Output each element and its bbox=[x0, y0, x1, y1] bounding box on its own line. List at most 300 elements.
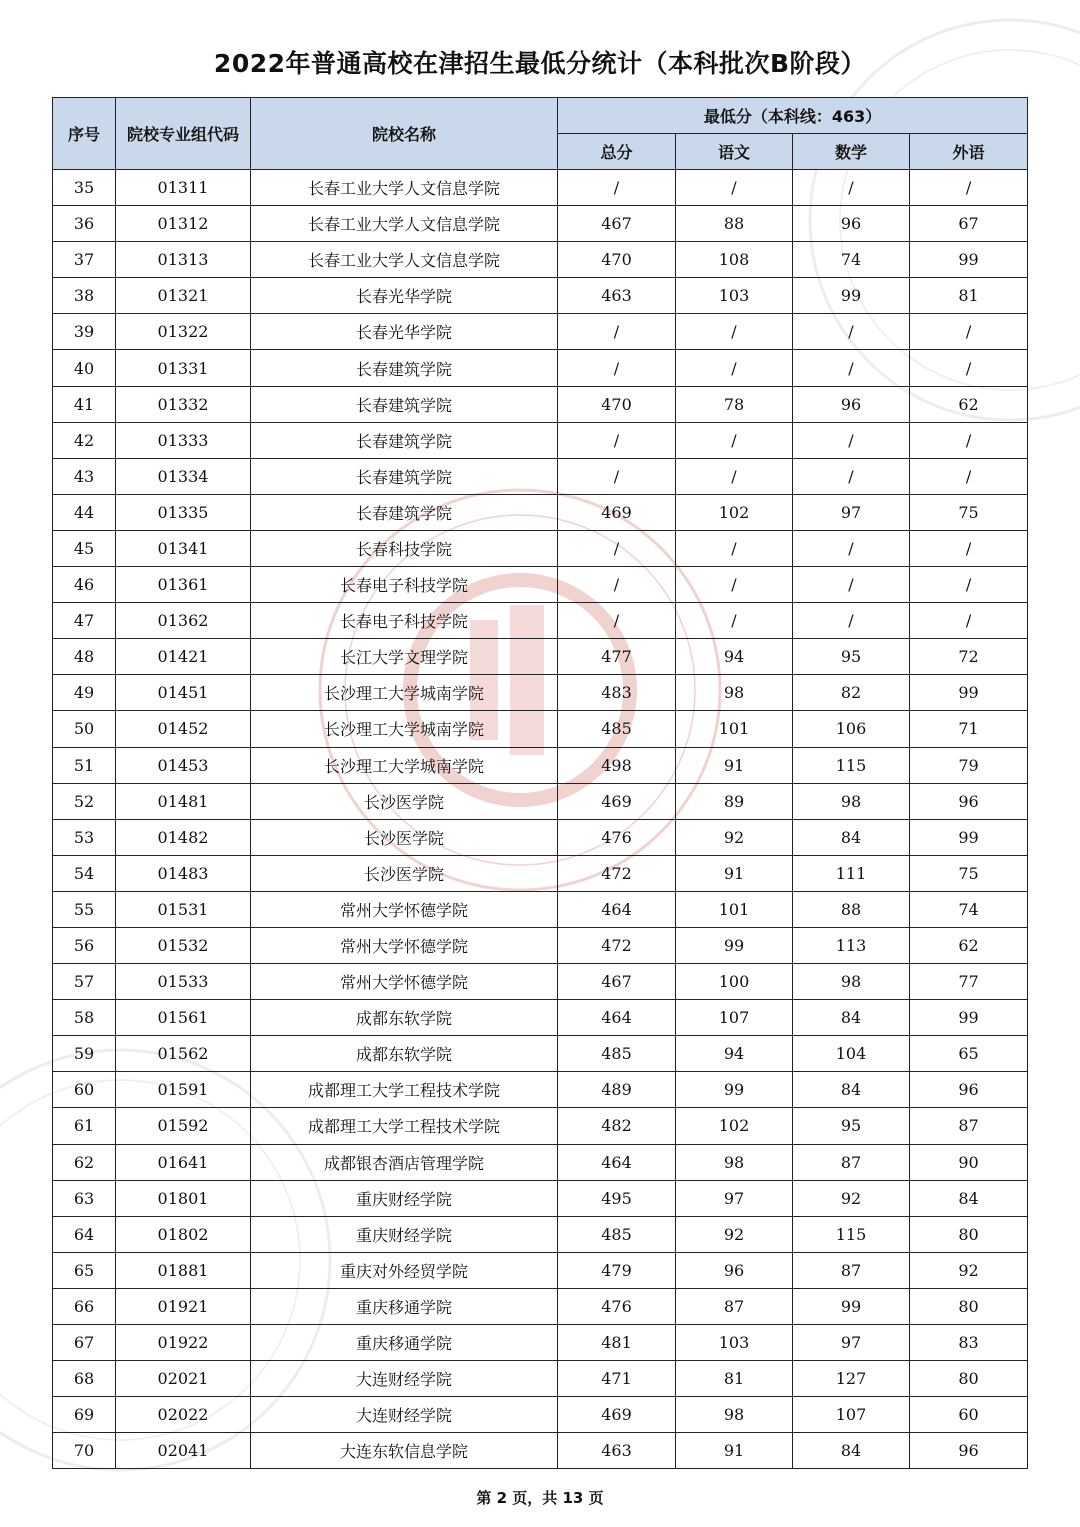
cell-school-name: 长春光华学院 bbox=[251, 278, 558, 314]
cell-code: 01335 bbox=[116, 494, 251, 530]
cell-total: 472 bbox=[558, 927, 676, 963]
cell-total: 464 bbox=[558, 891, 676, 927]
cell-math: 99 bbox=[793, 1288, 910, 1324]
cell-seq: 69 bbox=[53, 1397, 116, 1433]
cell-chinese: 96 bbox=[676, 1252, 793, 1288]
cell-seq: 64 bbox=[53, 1216, 116, 1252]
cell-school-name: 长沙医学院 bbox=[251, 819, 558, 855]
table-row bbox=[53, 350, 1028, 386]
page-title: 2022年普通高校在津招生最低分统计（本科批次B阶段） bbox=[213, 49, 867, 78]
cell-chinese: 100 bbox=[676, 964, 793, 1000]
cell-math: / bbox=[793, 314, 910, 350]
cell-total: 467 bbox=[558, 964, 676, 1000]
header-total: 总分 bbox=[558, 134, 676, 170]
cell-total: 476 bbox=[558, 1288, 676, 1324]
cell-code: 01802 bbox=[116, 1216, 251, 1252]
cell-school-name: 长春建筑学院 bbox=[251, 494, 558, 530]
cell-chinese: 78 bbox=[676, 386, 793, 422]
cell-foreign: 62 bbox=[910, 386, 1028, 422]
cell-code: 01313 bbox=[116, 242, 251, 278]
cell-school-name: 长春电子科技学院 bbox=[251, 603, 558, 639]
cell-school-name: 长春工业大学人文信息学院 bbox=[251, 170, 558, 206]
cell-code: 01451 bbox=[116, 675, 251, 711]
cell-school-name: 长春建筑学院 bbox=[251, 350, 558, 386]
cell-foreign: 79 bbox=[910, 747, 1028, 783]
cell-math: 84 bbox=[793, 1072, 910, 1108]
cell-seq: 50 bbox=[53, 711, 116, 747]
cell-math: 96 bbox=[793, 386, 910, 422]
cell-seq: 42 bbox=[53, 422, 116, 458]
cell-total: 482 bbox=[558, 1108, 676, 1144]
cell-math: 82 bbox=[793, 675, 910, 711]
cell-chinese: 102 bbox=[676, 494, 793, 530]
table-row bbox=[53, 567, 1028, 603]
cell-math: / bbox=[793, 603, 910, 639]
cell-school-name: 长江大学文理学院 bbox=[251, 639, 558, 675]
cell-code: 01592 bbox=[116, 1108, 251, 1144]
table-row bbox=[53, 1108, 1028, 1144]
cell-code: 01562 bbox=[116, 1036, 251, 1072]
cell-school-name: 成都东软学院 bbox=[251, 1036, 558, 1072]
cell-school-name: 长春电子科技学院 bbox=[251, 567, 558, 603]
cell-foreign: 99 bbox=[910, 242, 1028, 278]
page-footer: 第 2 页，共 13 页 bbox=[476, 1489, 604, 1507]
table-row bbox=[53, 206, 1028, 242]
header-min-score: 最低分（本科线：463） bbox=[558, 98, 1028, 134]
cell-code: 01561 bbox=[116, 1000, 251, 1036]
cell-seq: 59 bbox=[53, 1036, 116, 1072]
cell-chinese: 92 bbox=[676, 819, 793, 855]
cell-foreign: / bbox=[910, 530, 1028, 566]
cell-chinese: 91 bbox=[676, 855, 793, 891]
cell-chinese: 97 bbox=[676, 1180, 793, 1216]
cell-math: 87 bbox=[793, 1144, 910, 1180]
cell-code: 02021 bbox=[116, 1361, 251, 1397]
cell-seq: 70 bbox=[53, 1433, 116, 1469]
cell-total: 467 bbox=[558, 206, 676, 242]
cell-chinese: 91 bbox=[676, 747, 793, 783]
cell-code: 01322 bbox=[116, 314, 251, 350]
table-row bbox=[53, 1216, 1028, 1252]
cell-math: 95 bbox=[793, 639, 910, 675]
table-row bbox=[53, 819, 1028, 855]
cell-code: 01311 bbox=[116, 170, 251, 206]
cell-seq: 61 bbox=[53, 1108, 116, 1144]
cell-seq: 63 bbox=[53, 1180, 116, 1216]
table-row bbox=[53, 1036, 1028, 1072]
cell-total: / bbox=[558, 422, 676, 458]
cell-seq: 36 bbox=[53, 206, 116, 242]
cell-code: 01362 bbox=[116, 603, 251, 639]
cell-school-name: 长沙理工大学城南学院 bbox=[251, 675, 558, 711]
cell-code: 01312 bbox=[116, 206, 251, 242]
cell-code: 01331 bbox=[116, 350, 251, 386]
cell-school-name: 成都理工大学工程技术学院 bbox=[251, 1072, 558, 1108]
cell-math: / bbox=[793, 567, 910, 603]
cell-foreign: 84 bbox=[910, 1180, 1028, 1216]
cell-math: 111 bbox=[793, 855, 910, 891]
cell-chinese: 107 bbox=[676, 1000, 793, 1036]
cell-school-name: 常州大学怀德学院 bbox=[251, 964, 558, 1000]
cell-total: / bbox=[558, 170, 676, 206]
cell-school-name: 重庆财经学院 bbox=[251, 1216, 558, 1252]
cell-math: 96 bbox=[793, 206, 910, 242]
cell-foreign: 96 bbox=[910, 783, 1028, 819]
cell-foreign: / bbox=[910, 603, 1028, 639]
cell-school-name: 长春光华学院 bbox=[251, 314, 558, 350]
cell-seq: 52 bbox=[53, 783, 116, 819]
cell-code: 01341 bbox=[116, 530, 251, 566]
cell-seq: 39 bbox=[53, 314, 116, 350]
cell-school-name: 长春建筑学院 bbox=[251, 422, 558, 458]
cell-foreign: 96 bbox=[910, 1072, 1028, 1108]
cell-total: 469 bbox=[558, 783, 676, 819]
table-row bbox=[53, 603, 1028, 639]
cell-school-name: 常州大学怀德学院 bbox=[251, 891, 558, 927]
cell-foreign: 92 bbox=[910, 1252, 1028, 1288]
cell-math: 99 bbox=[793, 278, 910, 314]
cell-total: 485 bbox=[558, 1036, 676, 1072]
cell-code: 01801 bbox=[116, 1180, 251, 1216]
cell-math: / bbox=[793, 170, 910, 206]
cell-school-name: 重庆对外经贸学院 bbox=[251, 1252, 558, 1288]
cell-school-name: 大连财经学院 bbox=[251, 1397, 558, 1433]
cell-code: 01641 bbox=[116, 1144, 251, 1180]
cell-total: 485 bbox=[558, 711, 676, 747]
cell-total: 464 bbox=[558, 1000, 676, 1036]
header-foreign: 外语 bbox=[910, 134, 1028, 170]
cell-math: 95 bbox=[793, 1108, 910, 1144]
cell-seq: 67 bbox=[53, 1325, 116, 1361]
cell-chinese: 94 bbox=[676, 639, 793, 675]
cell-school-name: 长春工业大学人文信息学院 bbox=[251, 206, 558, 242]
cell-code: 01482 bbox=[116, 819, 251, 855]
cell-chinese: 99 bbox=[676, 1072, 793, 1108]
cell-code: 01483 bbox=[116, 855, 251, 891]
cell-chinese: 89 bbox=[676, 783, 793, 819]
cell-foreign: 81 bbox=[910, 278, 1028, 314]
cell-code: 02041 bbox=[116, 1433, 251, 1469]
cell-total: 471 bbox=[558, 1361, 676, 1397]
cell-chinese: 87 bbox=[676, 1288, 793, 1324]
cell-foreign: 77 bbox=[910, 964, 1028, 1000]
cell-school-name: 长春建筑学院 bbox=[251, 458, 558, 494]
cell-foreign: 99 bbox=[910, 819, 1028, 855]
cell-foreign: 74 bbox=[910, 891, 1028, 927]
cell-total: 476 bbox=[558, 819, 676, 855]
cell-seq: 51 bbox=[53, 747, 116, 783]
cell-foreign: / bbox=[910, 422, 1028, 458]
cell-code: 01591 bbox=[116, 1072, 251, 1108]
cell-school-name: 成都银杏酒店管理学院 bbox=[251, 1144, 558, 1180]
header-code: 院校专业组代码 bbox=[116, 98, 251, 170]
table-row bbox=[53, 891, 1028, 927]
cell-chinese: 92 bbox=[676, 1216, 793, 1252]
cell-math: / bbox=[793, 350, 910, 386]
cell-school-name: 长沙理工大学城南学院 bbox=[251, 747, 558, 783]
cell-chinese: / bbox=[676, 350, 793, 386]
cell-school-name: 大连财经学院 bbox=[251, 1361, 558, 1397]
cell-foreign: 80 bbox=[910, 1288, 1028, 1324]
cell-seq: 53 bbox=[53, 819, 116, 855]
cell-math: 97 bbox=[793, 494, 910, 530]
cell-total: 498 bbox=[558, 747, 676, 783]
table-row bbox=[53, 422, 1028, 458]
cell-total: 463 bbox=[558, 278, 676, 314]
cell-math: 127 bbox=[793, 1361, 910, 1397]
cell-total: 477 bbox=[558, 639, 676, 675]
cell-school-name: 长春工业大学人文信息学院 bbox=[251, 242, 558, 278]
cell-seq: 58 bbox=[53, 1000, 116, 1036]
cell-code: 01333 bbox=[116, 422, 251, 458]
cell-chinese: 102 bbox=[676, 1108, 793, 1144]
cell-school-name: 长沙医学院 bbox=[251, 855, 558, 891]
table-row bbox=[53, 1180, 1028, 1216]
header-chinese: 语文 bbox=[676, 134, 793, 170]
header-math: 数学 bbox=[793, 134, 910, 170]
cell-foreign: 99 bbox=[910, 1000, 1028, 1036]
table-row bbox=[53, 1252, 1028, 1288]
cell-math: 115 bbox=[793, 747, 910, 783]
cell-math: 113 bbox=[793, 927, 910, 963]
cell-seq: 47 bbox=[53, 603, 116, 639]
table-row bbox=[53, 1433, 1028, 1469]
cell-total: 489 bbox=[558, 1072, 676, 1108]
table-row bbox=[53, 1325, 1028, 1361]
cell-code: 01532 bbox=[116, 927, 251, 963]
cell-code: 01452 bbox=[116, 711, 251, 747]
cell-foreign: 75 bbox=[910, 855, 1028, 891]
cell-seq: 41 bbox=[53, 386, 116, 422]
cell-seq: 54 bbox=[53, 855, 116, 891]
table-row bbox=[53, 530, 1028, 566]
cell-seq: 49 bbox=[53, 675, 116, 711]
cell-school-name: 成都东软学院 bbox=[251, 1000, 558, 1036]
table-row bbox=[53, 964, 1028, 1000]
cell-chinese: 81 bbox=[676, 1361, 793, 1397]
cell-chinese: / bbox=[676, 567, 793, 603]
cell-school-name: 长沙医学院 bbox=[251, 783, 558, 819]
table-row bbox=[53, 855, 1028, 891]
cell-school-name: 大连东软信息学院 bbox=[251, 1433, 558, 1469]
cell-foreign: 80 bbox=[910, 1216, 1028, 1252]
cell-total: 479 bbox=[558, 1252, 676, 1288]
cell-code: 01881 bbox=[116, 1252, 251, 1288]
cell-school-name: 重庆移通学院 bbox=[251, 1288, 558, 1324]
table-row bbox=[53, 458, 1028, 494]
cell-math: 84 bbox=[793, 1000, 910, 1036]
cell-chinese: 98 bbox=[676, 675, 793, 711]
cell-foreign: 72 bbox=[910, 639, 1028, 675]
cell-foreign: / bbox=[910, 567, 1028, 603]
cell-math: 104 bbox=[793, 1036, 910, 1072]
table-row bbox=[53, 1361, 1028, 1397]
cell-foreign: 83 bbox=[910, 1325, 1028, 1361]
table-row bbox=[53, 783, 1028, 819]
header-name: 院校名称 bbox=[251, 98, 558, 170]
cell-seq: 56 bbox=[53, 927, 116, 963]
cell-math: 106 bbox=[793, 711, 910, 747]
cell-chinese: 101 bbox=[676, 891, 793, 927]
cell-chinese: 98 bbox=[676, 1144, 793, 1180]
cell-code: 01421 bbox=[116, 639, 251, 675]
table-row bbox=[53, 639, 1028, 675]
cell-total: 485 bbox=[558, 1216, 676, 1252]
cell-math: / bbox=[793, 458, 910, 494]
table-row bbox=[53, 242, 1028, 278]
cell-total: 469 bbox=[558, 494, 676, 530]
cell-seq: 43 bbox=[53, 458, 116, 494]
cell-seq: 57 bbox=[53, 964, 116, 1000]
cell-seq: 45 bbox=[53, 530, 116, 566]
cell-total: 470 bbox=[558, 386, 676, 422]
cell-math: 84 bbox=[793, 819, 910, 855]
cell-code: 01321 bbox=[116, 278, 251, 314]
cell-foreign: 71 bbox=[910, 711, 1028, 747]
cell-math: 92 bbox=[793, 1180, 910, 1216]
cell-math: 115 bbox=[793, 1216, 910, 1252]
table-row bbox=[53, 747, 1028, 783]
cell-total: / bbox=[558, 314, 676, 350]
cell-chinese: / bbox=[676, 530, 793, 566]
cell-foreign: 60 bbox=[910, 1397, 1028, 1433]
cell-code: 01533 bbox=[116, 964, 251, 1000]
cell-chinese: 98 bbox=[676, 1397, 793, 1433]
cell-chinese: 88 bbox=[676, 206, 793, 242]
cell-total: 470 bbox=[558, 242, 676, 278]
cell-total: / bbox=[558, 567, 676, 603]
cell-chinese: 91 bbox=[676, 1433, 793, 1469]
cell-seq: 66 bbox=[53, 1288, 116, 1324]
cell-foreign: / bbox=[910, 170, 1028, 206]
cell-foreign: 75 bbox=[910, 494, 1028, 530]
table-row bbox=[53, 1397, 1028, 1433]
header-seq: 序号 bbox=[53, 98, 116, 170]
cell-chinese: / bbox=[676, 314, 793, 350]
cell-chinese: 94 bbox=[676, 1036, 793, 1072]
cell-seq: 40 bbox=[53, 350, 116, 386]
cell-chinese: 103 bbox=[676, 278, 793, 314]
cell-total: 469 bbox=[558, 1397, 676, 1433]
cell-total: 464 bbox=[558, 1144, 676, 1180]
cell-school-name: 重庆财经学院 bbox=[251, 1180, 558, 1216]
cell-seq: 62 bbox=[53, 1144, 116, 1180]
cell-total: 481 bbox=[558, 1325, 676, 1361]
cell-foreign: 65 bbox=[910, 1036, 1028, 1072]
cell-total: / bbox=[558, 458, 676, 494]
cell-foreign: 99 bbox=[910, 675, 1028, 711]
cell-seq: 48 bbox=[53, 639, 116, 675]
cell-math: / bbox=[793, 422, 910, 458]
cell-math: 74 bbox=[793, 242, 910, 278]
cell-seq: 68 bbox=[53, 1361, 116, 1397]
cell-foreign: 80 bbox=[910, 1361, 1028, 1397]
cell-seq: 60 bbox=[53, 1072, 116, 1108]
cell-seq: 44 bbox=[53, 494, 116, 530]
table-row bbox=[53, 170, 1028, 206]
cell-code: 01361 bbox=[116, 567, 251, 603]
cell-chinese: / bbox=[676, 170, 793, 206]
cell-school-name: 长沙理工大学城南学院 bbox=[251, 711, 558, 747]
cell-chinese: / bbox=[676, 603, 793, 639]
cell-code: 01453 bbox=[116, 747, 251, 783]
cell-seq: 55 bbox=[53, 891, 116, 927]
cell-seq: 46 bbox=[53, 567, 116, 603]
cell-chinese: 101 bbox=[676, 711, 793, 747]
cell-school-name: 长春科技学院 bbox=[251, 530, 558, 566]
table-row bbox=[53, 1288, 1028, 1324]
cell-seq: 35 bbox=[53, 170, 116, 206]
cell-math: 87 bbox=[793, 1252, 910, 1288]
cell-total: / bbox=[558, 350, 676, 386]
cell-total: 472 bbox=[558, 855, 676, 891]
cell-school-name: 成都理工大学工程技术学院 bbox=[251, 1108, 558, 1144]
cell-total: / bbox=[558, 603, 676, 639]
cell-foreign: 62 bbox=[910, 927, 1028, 963]
cell-school-name: 长春建筑学院 bbox=[251, 386, 558, 422]
cell-chinese: 103 bbox=[676, 1325, 793, 1361]
cell-total: 483 bbox=[558, 675, 676, 711]
cell-math: 97 bbox=[793, 1325, 910, 1361]
cell-code: 01481 bbox=[116, 783, 251, 819]
table-row bbox=[53, 927, 1028, 963]
cell-total: / bbox=[558, 530, 676, 566]
cell-math: 98 bbox=[793, 964, 910, 1000]
cell-code: 01334 bbox=[116, 458, 251, 494]
cell-chinese: 99 bbox=[676, 927, 793, 963]
table-body bbox=[53, 170, 1028, 1469]
cell-seq: 38 bbox=[53, 278, 116, 314]
cell-total: 495 bbox=[558, 1180, 676, 1216]
table-row bbox=[53, 711, 1028, 747]
cell-code: 01332 bbox=[116, 386, 251, 422]
table-row bbox=[53, 675, 1028, 711]
table-row bbox=[53, 1000, 1028, 1036]
cell-code: 01921 bbox=[116, 1288, 251, 1324]
cell-school-name: 重庆移通学院 bbox=[251, 1325, 558, 1361]
cell-chinese: / bbox=[676, 422, 793, 458]
cell-total: 463 bbox=[558, 1433, 676, 1469]
cell-foreign: / bbox=[910, 350, 1028, 386]
cell-foreign: 96 bbox=[910, 1433, 1028, 1469]
table-row bbox=[53, 494, 1028, 530]
cell-school-name: 常州大学怀德学院 bbox=[251, 927, 558, 963]
cell-math: 98 bbox=[793, 783, 910, 819]
table-row bbox=[53, 314, 1028, 350]
cell-math: 107 bbox=[793, 1397, 910, 1433]
cell-code: 01531 bbox=[116, 891, 251, 927]
cell-foreign: / bbox=[910, 458, 1028, 494]
cell-seq: 65 bbox=[53, 1252, 116, 1288]
cell-math: / bbox=[793, 530, 910, 566]
table-row bbox=[53, 1072, 1028, 1108]
cell-chinese: / bbox=[676, 458, 793, 494]
cell-foreign: 90 bbox=[910, 1144, 1028, 1180]
table-row bbox=[53, 386, 1028, 422]
cell-seq: 37 bbox=[53, 242, 116, 278]
cell-chinese: 108 bbox=[676, 242, 793, 278]
cell-code: 02022 bbox=[116, 1397, 251, 1433]
cell-math: 84 bbox=[793, 1433, 910, 1469]
cell-foreign: 67 bbox=[910, 206, 1028, 242]
cell-foreign: 87 bbox=[910, 1108, 1028, 1144]
cell-code: 01922 bbox=[116, 1325, 251, 1361]
cell-math: 88 bbox=[793, 891, 910, 927]
cell-foreign: / bbox=[910, 314, 1028, 350]
score-table bbox=[52, 97, 1028, 1469]
table-row bbox=[53, 1144, 1028, 1180]
table-row bbox=[53, 278, 1028, 314]
